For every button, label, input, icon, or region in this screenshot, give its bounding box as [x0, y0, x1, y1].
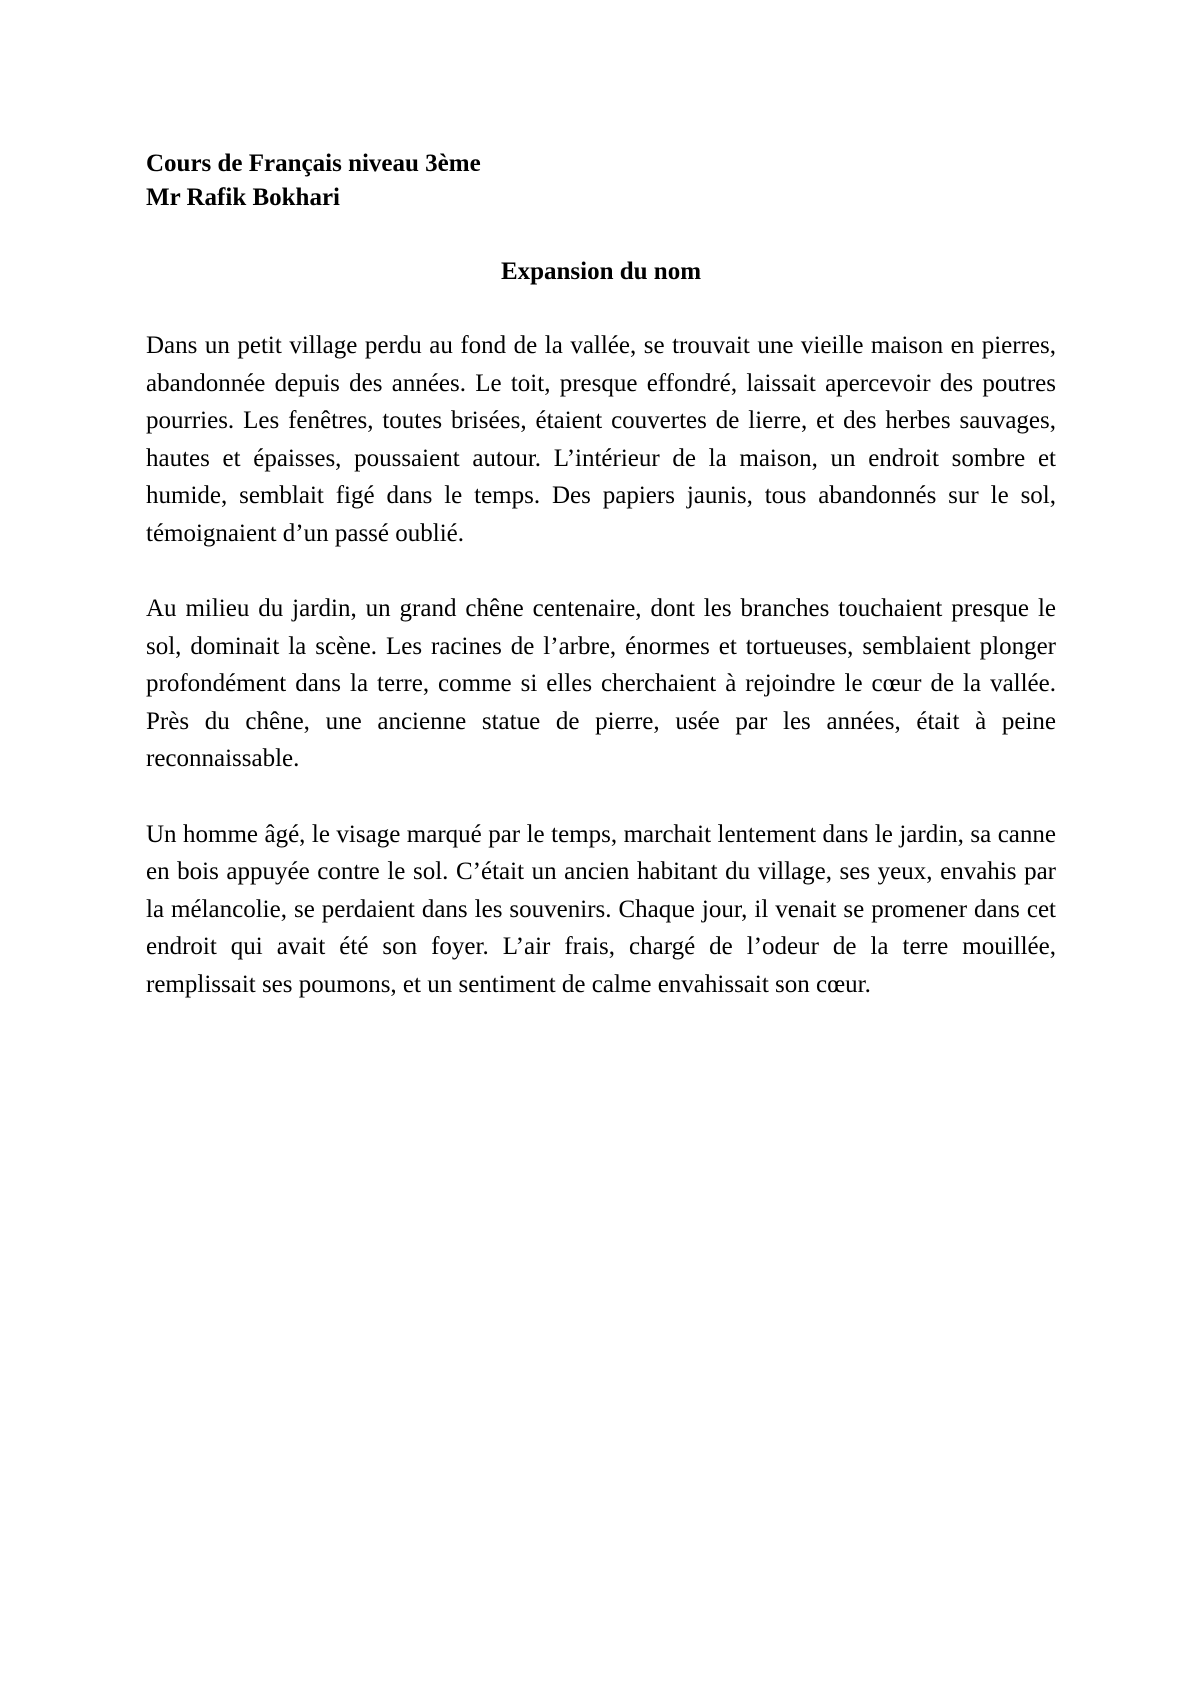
paragraph-3: Un homme âgé, le visage marqué par le temps, marchait lentement dans le jardin, sa canne en bois appuyée contre le sol. C’était un ancien habitant du village, ses yeux, envahis par la mélancolie, se perdaient dans les souvenirs. Chaque jour, il venait se promener dans cet endroit qui avait été son foyer. L’air frais, chargé de l’odeur de la terre mouillée, remplissait ses poumons, et un sentiment de calme envahissait son cœur.	[146, 820, 1056, 998]
course-heading: Cours de Français niveau 3ème	[146, 150, 481, 177]
teacher-name: Mr Rafik Bokhari	[146, 184, 340, 211]
document-body	[146, 147, 1056, 1003]
document-title: Expansion du nom	[500, 258, 702, 285]
paragraph-1: Dans un petit village perdu au fond de la vallée, se trouvait une vieille maison en pierres, abandonnée depuis des années. Le toit, presque effondré, laissait apercevoir des poutres pourries. Les fenêtres, toutes brisées, étaient couvertes de lierre, et des herbes sauvages, hautes et épaisses, poussaient autour. L’intérieur de la maison, un endroit sombre et humide, semblait figé dans le temps. Des papiers jaunis, tous abandonnés sur le sol, témoignaient d’un passé oublié.	[146, 332, 1056, 547]
paragraph-2: Au milieu du jardin, un grand chêne centenaire, dont les branches touchaient presque le sol, dominait la scène. Les racines de l’arbre, énormes et tortueuses, semblaient plonger profondément dans la terre, comme si elles cherchaient à rejoindre le cœur de la vallée. Près du chêne, une ancienne statue de pierre, usée par les années, était à peine reconnaissable.	[146, 595, 1056, 772]
